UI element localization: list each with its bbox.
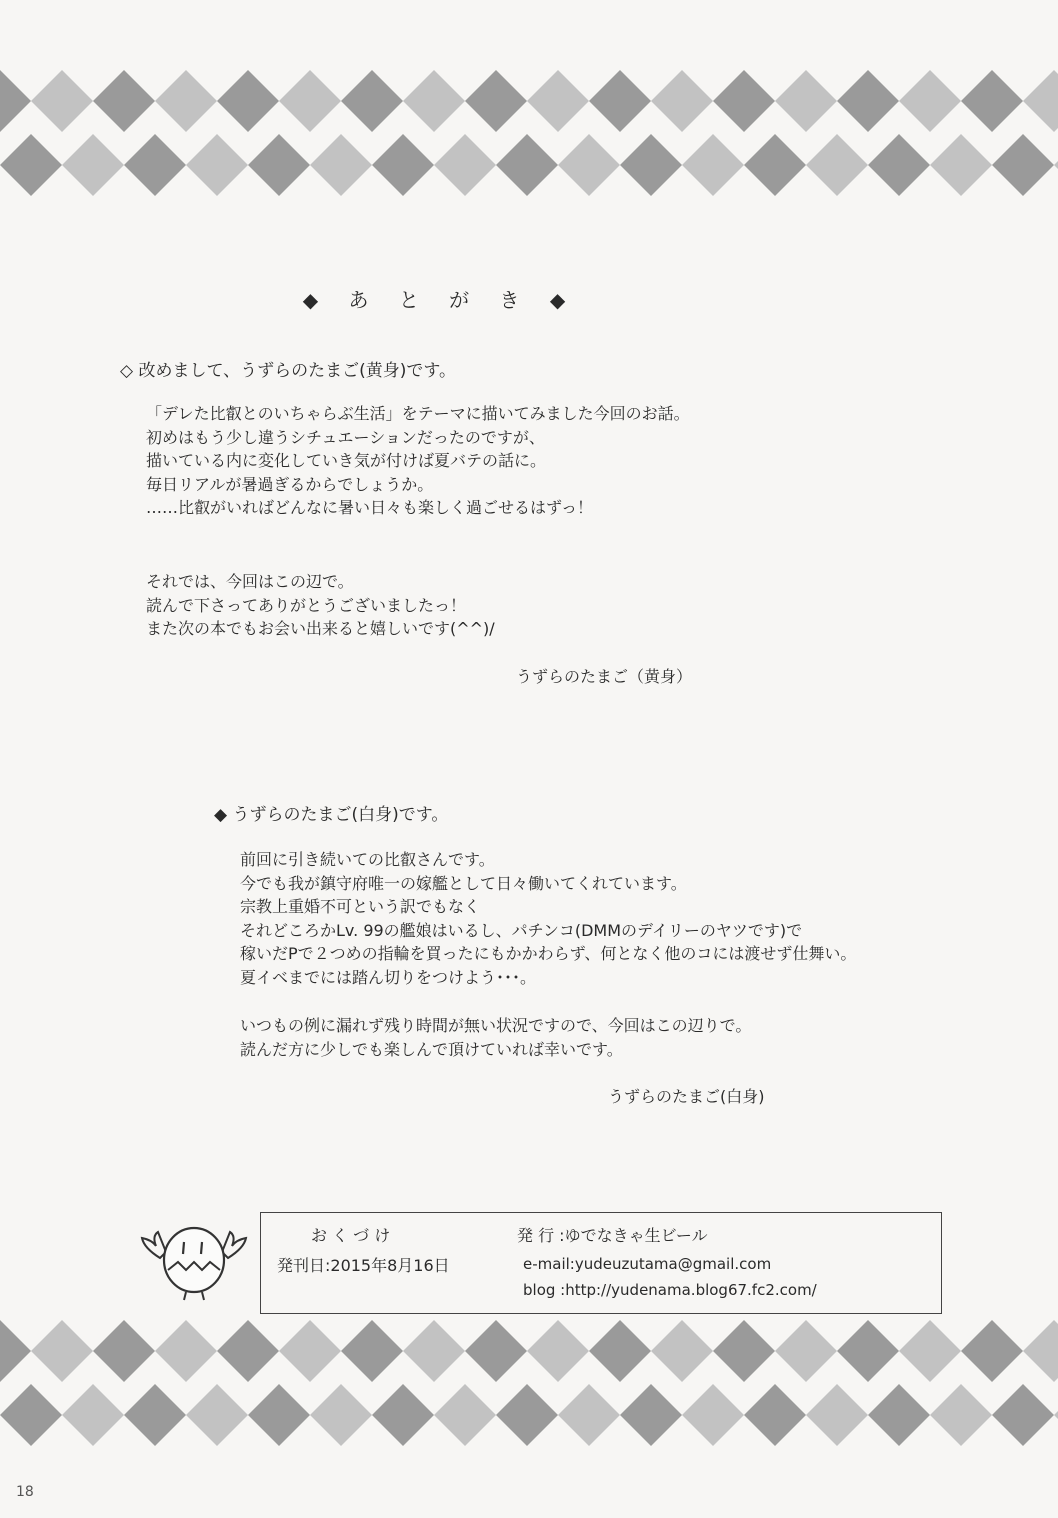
band-diamond <box>558 1384 620 1446</box>
band-diamond <box>961 70 1023 132</box>
band-diamond <box>403 70 465 132</box>
band-diamond <box>837 70 899 132</box>
band-diamond <box>961 1320 1023 1382</box>
band-diamond <box>279 70 341 132</box>
page-number: 18 <box>16 1484 34 1500</box>
text-line: また次の本でもお会い出来ると嬉しいです(^^)/ <box>146 619 495 638</box>
band-diamond <box>806 1384 868 1446</box>
band-diamond <box>124 134 186 196</box>
band-diamond <box>930 1384 992 1446</box>
text-line: 「デレた比叡とのいちゃらぶ生活」をテーマに描いてみました今回のお話。 <box>146 404 690 423</box>
email-address: e-mail:yudeuzutama@gmail.com <box>523 1255 772 1273</box>
band-diamond <box>620 1384 682 1446</box>
section1-title: ◇ 改めまして、うずらのたまご(黄身)です。 <box>120 361 457 381</box>
band-diamond <box>155 70 217 132</box>
band-diamond <box>930 134 992 196</box>
colophon-box <box>260 1212 942 1314</box>
text-line: 宗教上重婚不可という訳でもなく <box>240 897 481 916</box>
band-diamond <box>713 70 775 132</box>
band-diamond <box>31 70 93 132</box>
text-line: 読んで下さってありがとうございましたっ！ <box>146 595 467 615</box>
band-diamond <box>496 1384 558 1446</box>
band-diamond <box>744 134 806 196</box>
band-diamond <box>248 134 310 196</box>
bottom-diamond-band <box>0 1320 1058 1446</box>
section2-signature: うずらのたまご(白身) <box>608 1087 765 1106</box>
band-diamond <box>465 70 527 132</box>
band-diamond <box>992 134 1054 196</box>
section2-paragraph2 <box>240 1014 751 1061</box>
band-diamond <box>496 134 558 196</box>
band-diamond <box>93 70 155 132</box>
band-diamond <box>775 70 837 132</box>
afterword-heading: ◆ あ と が き ◆ <box>302 288 578 312</box>
section1-paragraph1 <box>146 402 690 520</box>
band-diamond <box>93 1320 155 1382</box>
band-diamond <box>31 1320 93 1382</box>
band-diamond <box>62 1384 124 1446</box>
band-diamond <box>62 134 124 196</box>
text-line: ……比叡がいればどんなに暑い日々も楽しく過ごせるはずっ！ <box>146 498 594 517</box>
band-diamond <box>279 1320 341 1382</box>
band-diamond <box>0 1384 62 1446</box>
band-diamond <box>1054 1384 1058 1446</box>
text-line: 前回に引き続いての比叡さんです。 <box>240 850 495 869</box>
band-diamond <box>372 134 434 196</box>
band-diamond <box>589 1320 651 1382</box>
band-diamond <box>1023 1320 1058 1382</box>
section1-paragraph2 <box>146 570 495 641</box>
issue-date: 発刊日:2015年8月16日 <box>277 1256 450 1275</box>
band-diamond <box>682 134 744 196</box>
text-line: それでは、今回はこの辺で。 <box>146 572 354 591</box>
band-diamond <box>620 134 682 196</box>
band-diamond <box>0 1320 31 1382</box>
winged-egg-mascot-icon <box>138 1218 250 1302</box>
blog-url: blog :http://yudenama.blog67.fc2.com/ <box>523 1281 817 1299</box>
band-diamond <box>155 1320 217 1382</box>
band-diamond <box>0 134 62 196</box>
band-diamond <box>403 1320 465 1382</box>
band-diamond <box>527 70 589 132</box>
band-diamond <box>1054 134 1058 196</box>
publisher-name: 発 行 :ゆでなきゃ生ビール <box>517 1226 708 1245</box>
text-line: 描いている内に変化していき気が付けば夏バテの話に。 <box>146 451 547 470</box>
section1-signature: うずらのたまご（黄身） <box>516 667 693 686</box>
band-diamond <box>651 1320 713 1382</box>
band-diamond <box>837 1320 899 1382</box>
band-diamond <box>341 70 403 132</box>
band-diamond <box>806 134 868 196</box>
bottom-diamond-pattern <box>0 1320 1058 1446</box>
text-line: それどころかLv. 99の艦娘はいるし、パチンコ(DMMのデイリーのヤツです)で <box>240 920 803 940</box>
band-diamond <box>744 1384 806 1446</box>
band-diamond <box>682 1384 744 1446</box>
band-diamond <box>341 1320 403 1382</box>
text-line: 毎日リアルが暑過ぎるからでしょうか。 <box>146 474 434 494</box>
band-diamond <box>651 70 713 132</box>
band-diamond <box>558 134 620 196</box>
band-diamond <box>434 1384 496 1446</box>
text-line: 読んだ方に少しでも楽しんで頂けていれば幸いです。 <box>240 1039 623 1059</box>
band-diamond <box>124 1384 186 1446</box>
band-diamond <box>372 1384 434 1446</box>
text-line: 今でも我が鎮守府唯一の嫁艦として日々働いてくれています。 <box>240 873 687 893</box>
band-diamond <box>217 70 279 132</box>
band-diamond <box>589 70 651 132</box>
colophon-label: お く づ け <box>311 1226 391 1245</box>
band-diamond <box>310 134 372 196</box>
band-diamond <box>992 1384 1054 1446</box>
band-diamond <box>0 70 31 132</box>
band-diamond <box>775 1320 837 1382</box>
section2-paragraph1 <box>240 848 856 989</box>
band-diamond <box>186 1384 248 1446</box>
band-diamond <box>1023 70 1058 132</box>
band-diamond <box>713 1320 775 1382</box>
band-diamond <box>310 1384 372 1446</box>
text-line: いつもの例に漏れず残り時間が無い状況ですので、今回はこの辺りで。 <box>240 1016 752 1035</box>
band-diamond <box>527 1320 589 1382</box>
band-diamond <box>899 70 961 132</box>
top-diamond-pattern <box>0 70 1058 196</box>
band-diamond <box>217 1320 279 1382</box>
band-diamond <box>465 1320 527 1382</box>
top-diamond-band <box>0 70 1058 196</box>
text-line: 稼いだPで２つめの指輪を買ったにもかかわらず、何となく他のコには渡せず仕舞い。 <box>240 944 857 963</box>
band-diamond <box>434 134 496 196</box>
band-diamond <box>899 1320 961 1382</box>
section2-title: ◆ うずらのたまご(白身)です。 <box>214 805 449 825</box>
band-diamond <box>248 1384 310 1446</box>
band-diamond <box>868 134 930 196</box>
text-line: 夏イベまでには踏ん切りをつけよう･･･。 <box>240 967 537 987</box>
text-line: 初めはもう少し違うシチュエーションだったのですが、 <box>146 427 545 447</box>
band-diamond <box>868 1384 930 1446</box>
band-diamond <box>186 134 248 196</box>
